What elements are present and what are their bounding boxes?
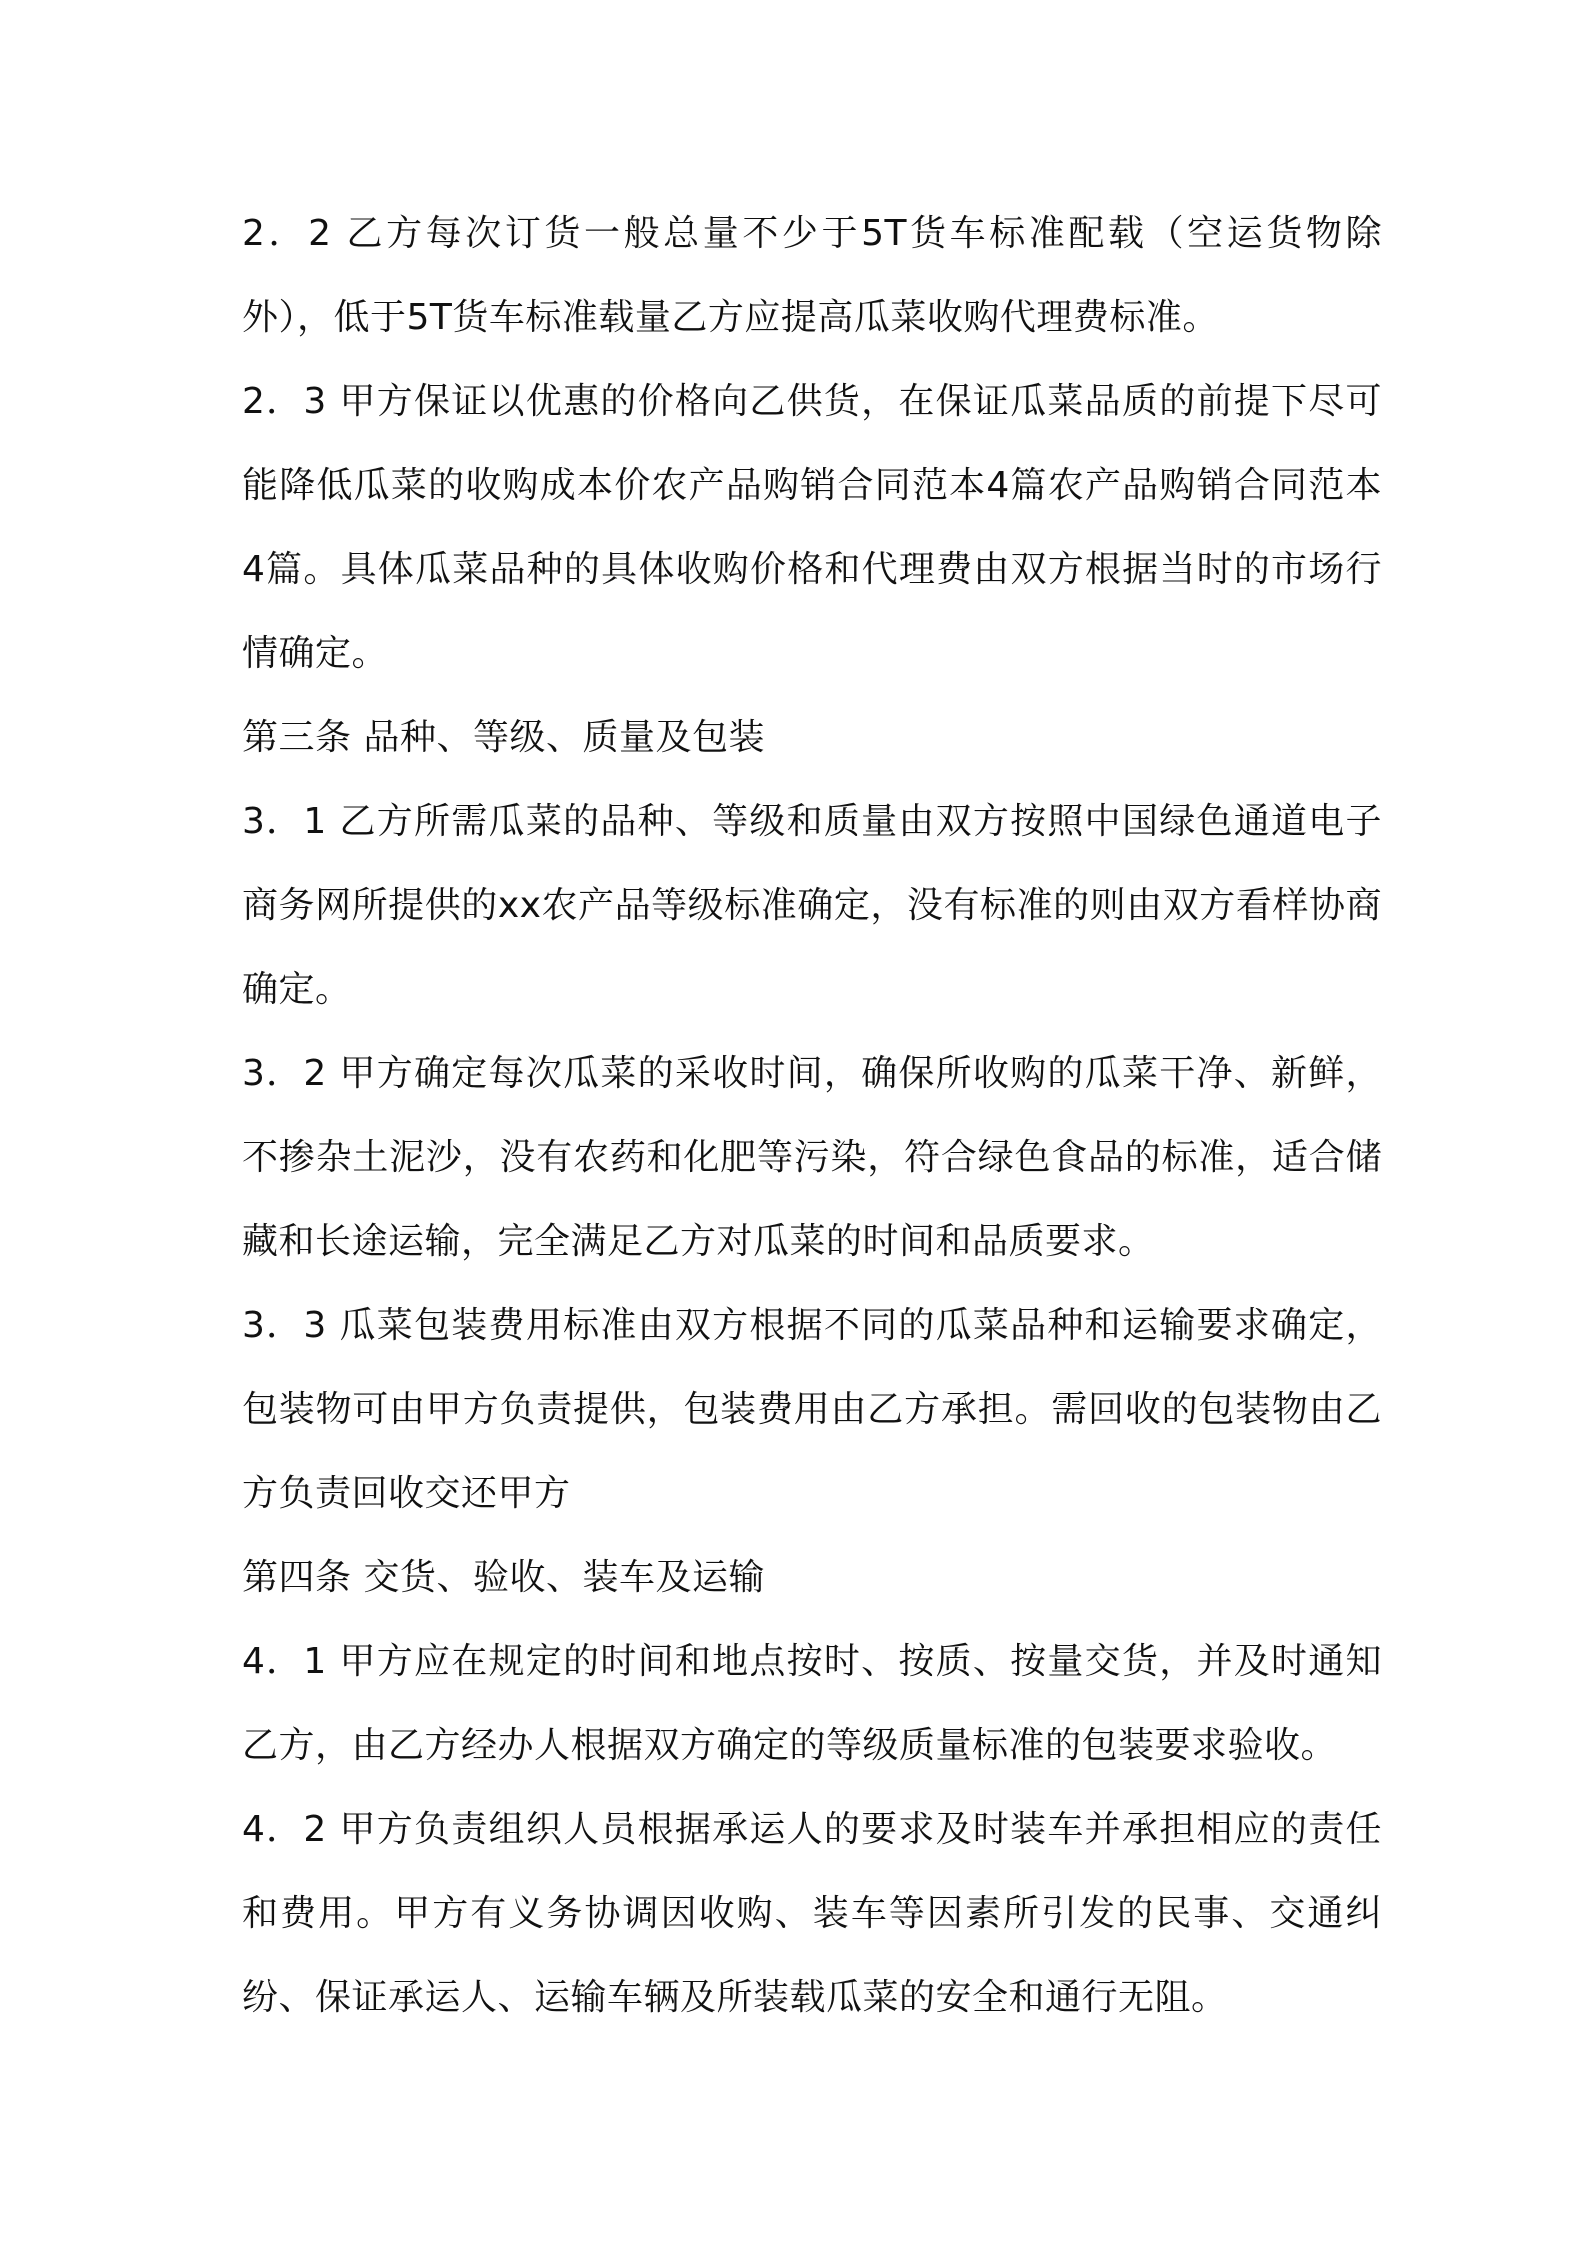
clause-4-2: 4．2 甲方负责组织人员根据承运人的要求及时装车并承担相应的责任和费用。甲方有义务协调因收购、装车等因素所引发的民事、交通纠纷、保证承运人、运输车辆及所装载瓜菜的安全和通行无阻。 bbox=[242, 1809, 1382, 2018]
clause-3-2: 3．2 甲方确定每次瓜菜的采收时间，确保所收购的瓜菜干净、新鲜，不掺杂土泥沙，没有农药和化肥等污染，符合绿色食品的标准，适合储藏和长途运输，完全满足乙方对瓜菜的时间和品质要求。 bbox=[242, 1053, 1382, 1262]
article-3-heading: 第三条 品种、等级、质量及包装 bbox=[242, 717, 765, 758]
clause-3-1: 3．1 乙方所需瓜菜的品种、等级和质量由双方按照中国绿色通道电子商务网所提供的xx农产品等级标准确定，没有标准的则由双方看样协商确定。 bbox=[242, 801, 1382, 1010]
article-4-heading: 第四条 交货、验收、装车及运输 bbox=[242, 1557, 765, 1598]
clause-3-3: 3．3 瓜菜包装费用标准由双方根据不同的瓜菜品种和运输要求确定，包装物可由甲方负责提供，包装费用由乙方承担。需回收的包装物由乙方负责回收交还甲方 bbox=[242, 1305, 1382, 1514]
clause-2-2: 2．2 乙方每次订货一般总量不少于5T货车标准配载（空运货物除外），低于5T货车标准载量乙方应提高瓜菜收购代理费标准。 bbox=[242, 213, 1382, 338]
clause-2-3: 2．3 甲方保证以优惠的价格向乙供货，在保证瓜菜品质的前提下尽可能降低瓜菜的收购成本价农产品购销合同范本4篇农产品购销合同范本4篇。具体瓜菜品种的具体收购价格和代理费由双方根据当时的市场行情确定。 bbox=[242, 381, 1382, 674]
clause-4-1: 4．1 甲方应在规定的时间和地点按时、按质、按量交货，并及时通知乙方，由乙方经办人根据双方确定的等级质量标准的包装要求验收。 bbox=[242, 1641, 1382, 1766]
document-body bbox=[242, 192, 1382, 2040]
